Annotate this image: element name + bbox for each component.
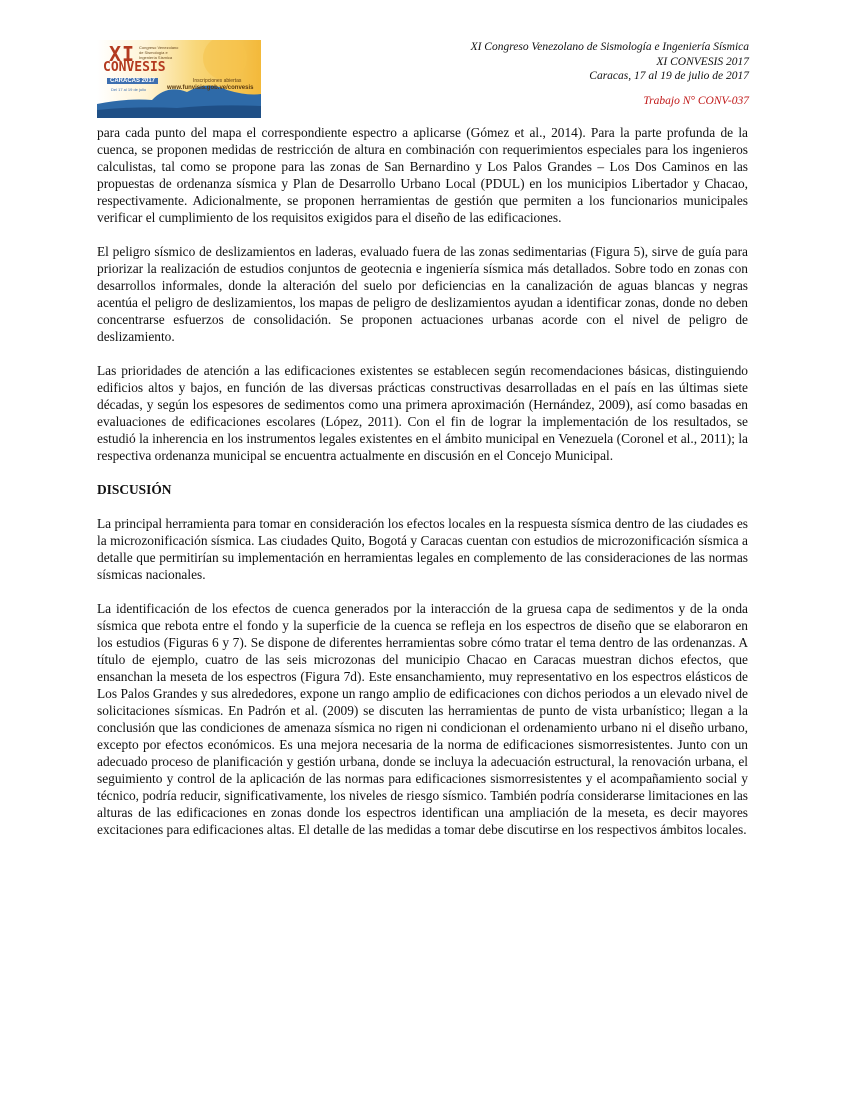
paper-body (97, 124, 748, 855)
paragraph-2: El peligro sísmico de deslizamientos en laderas, evaluado fuera de las zonas sedimentarias (Figura 5), sirve de guía para priorizar la realización de estudios conjuntos de geotecnia e ingeniería sísmica más detallados. Sobre todo en zonas con desarrollos informales, donde la alteración del suelo por deficiencias en la canalización de aguas blancas y negras acentúa el peligro de deslizamientos, los mapas de peligro de deslizamientos ayudan a identificar zonas, donde no deben concentrarse esfuerzos de consolidación. Se proponen actuaciones urbanas acorde con el nivel de peligro de deslizamiento. (97, 244, 748, 344)
logo-inscriptions: Inscripciones abiertas (193, 78, 242, 84)
section-heading-discusion: DISCUSIÓN (97, 482, 172, 497)
logo-url: www.funvisis.gob.ve/convesis (167, 85, 254, 91)
logo-dates: Del 17 al 19 de julio (111, 87, 147, 92)
header-place-date: Caracas, 17 al 19 de julio de 2017 (589, 70, 749, 82)
logo-title-xi: XI (109, 42, 136, 66)
paragraph-1: para cada punto del mapa el correspondiente espectro a aplicarse (Gómez et al., 2014). Para la parte profunda de la cuenca, se proponen medidas de restricción de altura en combinación con requerimientos especiales para los ingenieros calculistas, tal como se propone para las zonas de San Bernardino y Los Palos Grandes – Los Dos Caminos en las propuestas de ordenanza sísmica y Plan de Desarrollo Urbano Local (PDUL) en los municipios Libertador y Chacao, respectivamente. Adicionalmente, se proponen herramientas de gestión que permiten a los funcionarios municipales verificar el cumplimiento de los requisitos exigidos para el diseño de las edificaciones. (97, 125, 748, 225)
header-edition: XI CONVESIS 2017 (656, 55, 749, 68)
logo-city-banner: CARACAS 2017 (107, 78, 158, 84)
logo-subtitle: Congreso Venezolano de Sismología e Ingeniería Sísmica (139, 45, 179, 60)
paragraph-3: Las prioridades de atención a las edificaciones existentes se establecen según recomendaciones básicas, distinguiendo edificios altos y bajos, en función de las diversas prácticas constructivas desarrolladas en el país en las últimas siete décadas, y según los espesores de sedimentos como una primera aproximación (Hernández, 2009), así como basadas en evaluaciones de edificaciones escolares (López, 2011). Con el fin de lograr la implementación de los resultados, se estudió la inherencia en los instrumentos legales existentes en el ámbito municipal en Venezuela (Coronel et al., 2011); la respectiva ordenanza municipal se encuentra actualmente en discusión en el Concejo Municipal. (97, 363, 748, 463)
paragraph-4: La principal herramienta para tomar en consideración los efectos locales en la respuesta sísmica dentro de las ciudades es la microzonificación sísmica. Las ciudades Quito, Bogotá y Caracas cuentan con estudios de microzonificación sísmica a detalle que permitirían su implementación en herramientas legales en complemento de las consideraciones de las normas sísmicas nacionales. (97, 516, 748, 582)
logo-title-convesis: CONVESIS (103, 60, 166, 75)
paragraph-5: La identificación de los efectos de cuenca generados por la interacción de la gruesa capa de sedimentos y de la onda sísmica que rebota entre el fondo y la superficie de la cuenca se refleja en los espectros de diseño que se elaboraron en los estudios (Figuras 6 y 7). Se dispone de diferentes herramientas sobre cómo tratar el tema dentro de las ordenanzas. A título de ejemplo, cuatro de las seis microzonas del municipio Chacao en Caracas muestran dichos efectos, que ensanchan la meseta de los espectros (Figura 7d). Este ensanchamiento, muy representativo en los espectros elásticos de Los Palos Grandes y sus alrededores, expone un rango amplio de edificaciones con dichos periodos a un elevado nivel de solicitaciones sísmicas. En Padrón et al. (2009) se discuten las herramientas de punto de vista urbanístico; llegan a la conclusión que las condiciones de amenaza sísmica no rigen ni condicionan el ordenamiento urbano ni el diseño urbano, excepto por efectos económicos. Es una mejora necesaria de la norma de edificaciones sismorresistentes. Junto con un adecuado proceso de planificación y gestión urbana, donde se incluya la adecuación estructural, la renovación urbana, el seguimiento y control de la aplicación de las normas para edificaciones sismorresistentes y el acompañamiento social y técnico, podría reducir, significativamente, los niveles de riesgo sísmico. También podría considerarse limitaciones en las alturas de las edificaciones en zonas donde los espectros identifican una ampliación de la meseta, es decir mayores excitaciones para edificaciones altas. El detalle de las medidas a tomar debe discutirse en los respectivos ámbitos locales. (97, 601, 748, 837)
convesis-logo (97, 40, 261, 118)
page-header (471, 40, 749, 84)
paper-number: Trabajo N° CONV-037 (643, 95, 749, 107)
header-congress-name: XI Congreso Venezolano de Sismología e Ingeniería Sísmica (470, 41, 749, 53)
